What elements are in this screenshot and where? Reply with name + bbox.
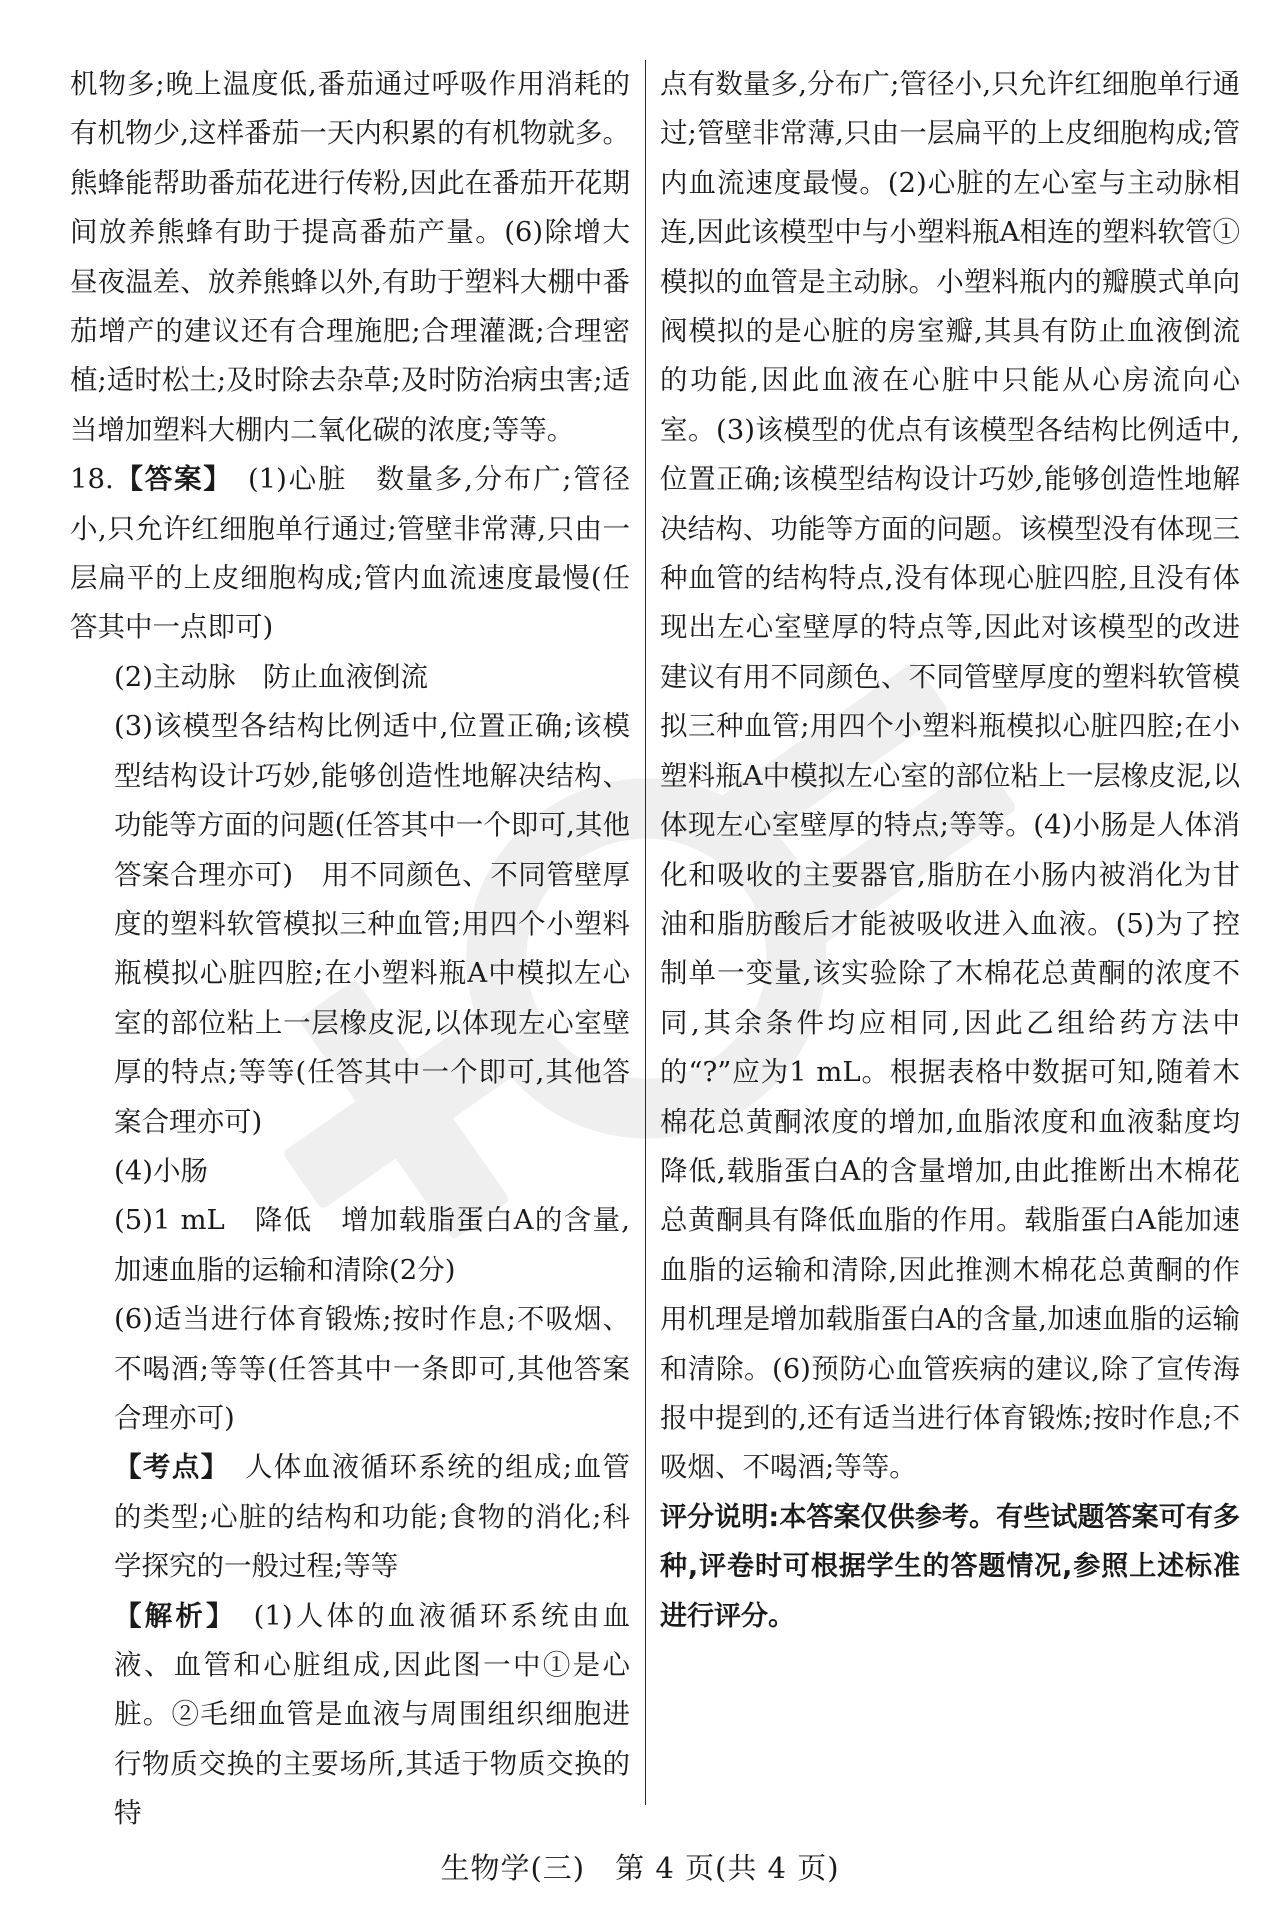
answer-4: (4)小肠 (114, 1154, 208, 1187)
left-column (70, 60, 630, 1839)
intro-paragraph: 机物多;晚上温度低,番茄通过呼吸作用消耗的有机物少,这样番茄一天内积累的有机物就多。熊蜂能帮助番茄花进行传粉,因此在番茄开花期间放养熊蜂有助于提高番茄产量。(6)除增大昼夜温差、放养熊蜂以外,有助于塑料大棚中番茄增产的建议还有合理施肥;合理灌溉;合理密植;适时松土;及时除去杂草;及时防治病虫害;适当增加塑料大棚内二氧化碳的浓度;等等。 (70, 68, 630, 446)
page-footer: 生物学(三) 第 4 页(共 4 页) (440, 1851, 840, 1885)
answer-2: (2)主动脉 防止血液倒流 (114, 660, 428, 693)
answer-6: (6)适当进行体育锻炼;按时作息;不吸烟、不喝酒;等等(任答其中一条即可,其他答案合理亦可) (114, 1303, 630, 1434)
right-column (660, 60, 1240, 1641)
jiexi-tag: 【解析】 (114, 1599, 223, 1632)
answer-3: (3)该模型各结构比例适中,位置正确;该模型结构设计巧妙,能够创造性地解决结构、功能等方面的问题(任答其中一个即可,其他答案合理亦可) 用不同颜色、不同管壁厚度的塑料软管模拟三种血管;用四个小塑料瓶模拟心脏四腔;在小塑料瓶A中模拟左心室的部位粘上一层橡皮泥,以体现左心室壁厚的特点;等等(任答其中一个即可,其他答案合理亦可) (114, 710, 630, 1138)
kaodian-text: 人体血液循环系统的组成;血管的类型;心脏的结构和功能;食物的消化;科学探究的一般过程;等等 (114, 1451, 631, 1583)
answer-tag: 【答案】 (113, 463, 219, 496)
answer-block (70, 455, 630, 653)
answer-1: (1)心脏 数量多,分布广;管径小,只允许红细胞单行通过;管壁非常薄,只由一层扁平的上皮细胞构成;管内血流速度最慢(任答其中一点即可) (70, 463, 631, 644)
kaodian-tag: 【考点】 (114, 1451, 216, 1484)
kaodian-block (70, 1443, 630, 1591)
scoring-note: 评分说明:本答案仅供参考。有些试题答案可有多种,评卷时可根据学生的答题情况,参照上述标准进行评分。 (660, 1501, 1240, 1632)
jiexi-block (70, 1592, 630, 1839)
question-number: 18. (70, 463, 114, 496)
analysis-text: 点有数量多,分布广;管径小,只允许红细胞单行通过;管壁非常薄,只由一层扁平的上皮细胞构成;管内血流速度最慢。(2)心脏的左心室与主动脉相连,因此该模型中与小塑料瓶A相连的塑料软管①模拟的血管是主动脉。小塑料瓶内的瓣膜式单向阀模拟的是心脏的房室瓣,其具有防止血液倒流的功能,因此血液在心脏中只能从心房流向心室。(3)该模型的优点有该模型各结构比例适中,位置正确;该模型结构设计巧妙,能够创造性地解决结构、功能等方面的问题。该模型没有体现三种血管的结构特点,没有体现心脏四腔,且没有体现出左心室壁厚的特点等,因此对该模型的改进建议有用不同颜色、不同管壁厚度的塑料软管模拟三种血管;用四个小塑料瓶模拟心脏四腔;在小塑料瓶A中模拟左心室的部位粘上一层橡皮泥,以体现左心室壁厚的特点;等等。(4)小肠是人体消化和吸收的主要器官,脂肪在小肠内被消化为甘油和脂肪酸后才能被吸收进入血液。(5)为了控制单一变量,该实验除了木棉花总黄酮的浓度不同,其余条件均应相同,因此乙组给药方法中的“?”应为1 mL。根据表格中数据可知,随着木棉花总黄酮浓度的增加,血脂浓度和血液黏度均降低,载脂蛋白A的含量增加,由此推断出木棉花总黄酮具有降低血脂的作用。载脂蛋白A能加速血脂的运输和清除,因此推测木棉花总黄酮的作用机理是增加载脂蛋白A的含量,加速血脂的运输和清除。(6)预防心血管疾病的建议,除了宣传海报中提到的,还有适当进行体育锻炼;按时作息;不吸烟、不喝酒;等等。 (660, 68, 1240, 1484)
jiexi-text: (1)人体的血液循环系统由血液、血管和心脏组成,因此图一中①是心脏。②毛细血管是血液与周围组织细胞进行物质交换的主要场所,其适于物质交换的特 (114, 1599, 631, 1830)
answer-5: (5)1 mL 降低 增加载脂蛋白A的含量,加速血脂的运输和清除(2分) (114, 1204, 630, 1286)
column-divider (645, 60, 646, 1805)
